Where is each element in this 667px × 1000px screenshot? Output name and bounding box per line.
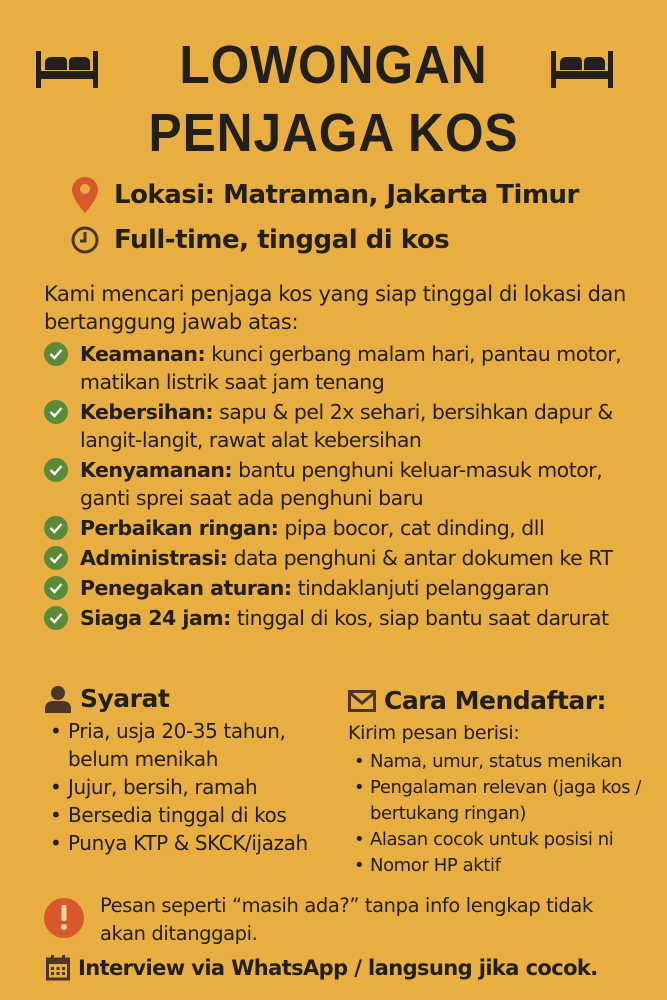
apply-item: • Pengalaman relevan (jaga kos / bertukang ringan) bbox=[348, 775, 663, 827]
envelope-icon bbox=[348, 690, 376, 712]
schedule-text: Full-time, tinggal di kos bbox=[114, 225, 450, 255]
duty-text: tindaklanjuti pelanggaran bbox=[291, 576, 549, 600]
schedule-row bbox=[70, 223, 449, 257]
requirement-item: • Pria, usja 20-35 tahun, belum menikah bbox=[44, 717, 344, 773]
person-icon bbox=[44, 685, 72, 713]
duty-item bbox=[44, 544, 644, 572]
duty-label: Penegakan aturan: bbox=[80, 576, 292, 600]
intro-text: Kami mencari penjaga kos yang siap tinggal di lokasi dan bertanggung jawab atas: bbox=[44, 282, 626, 334]
duty-label: Perbaikan ringan: bbox=[80, 516, 279, 540]
apply-item: • Alasan cocok untuk posisi ni bbox=[348, 827, 663, 853]
exclamation-icon bbox=[44, 898, 84, 938]
requirement-item: • Jujur, bersih, ramah bbox=[44, 773, 344, 801]
check-icon bbox=[44, 458, 68, 482]
duty-text: bantu penghuni keluar-masuk motor, ganti sprei saat ada penghuni baru bbox=[80, 458, 603, 510]
duty-text: data penghuni & antar dokumen ke RT bbox=[227, 546, 613, 570]
apply-item: • Nomor HP aktif bbox=[348, 853, 663, 879]
duty-label: Kebersihan: bbox=[80, 400, 214, 424]
duty-item bbox=[44, 574, 644, 602]
duty-item bbox=[44, 456, 644, 512]
check-icon bbox=[44, 342, 68, 366]
duty-text: sapu & pel 2x sehari, bersihkan dapur & langit-langit, rawat alat kebersihan bbox=[80, 400, 613, 452]
duty-item bbox=[44, 514, 644, 542]
warning-text: Pesan seperti “masih ada?” tanpa info lengkap tidak akan ditanggapi. bbox=[100, 894, 593, 945]
requirement-item: • Punya KTP & SKCK/ijazah bbox=[44, 829, 344, 857]
duty-label: Administrasi: bbox=[80, 546, 228, 570]
duty-text: kunci gerbang malam hari, pantau motor, matikan listrik saat jam tenang bbox=[80, 342, 622, 394]
apply-list bbox=[348, 749, 663, 879]
interview-text: Interview via WhatsApp / langsung jika cocok. bbox=[78, 956, 598, 980]
title-line-1: LOWONGAN bbox=[179, 35, 488, 95]
duty-label: Kenyamanan: bbox=[80, 458, 233, 482]
calendar-icon bbox=[46, 955, 70, 981]
duty-text: tinggal di kos, siap bantu saat darurat bbox=[230, 606, 609, 630]
location-pin-icon bbox=[70, 178, 100, 212]
requirement-item: • Bersedia tinggal di kos bbox=[44, 801, 344, 829]
duty-label: Siaga 24 jam: bbox=[80, 606, 231, 630]
duty-text: pipa bocor, cat dinding, dll bbox=[278, 516, 545, 540]
clock-icon bbox=[70, 223, 100, 257]
requirements-title: Syarat bbox=[80, 684, 170, 713]
location-row bbox=[70, 178, 579, 212]
apply-item: • Nama, umur, status menikan bbox=[348, 749, 663, 775]
check-icon bbox=[44, 576, 68, 600]
duty-item bbox=[44, 340, 644, 396]
interview-note bbox=[46, 955, 598, 981]
duty-item bbox=[44, 604, 644, 632]
duties-list bbox=[44, 340, 644, 634]
apply-subtitle: Kirim pesan berisi: bbox=[348, 722, 520, 744]
apply-section bbox=[348, 686, 663, 879]
requirements-list bbox=[44, 717, 344, 857]
check-icon bbox=[44, 516, 68, 540]
check-icon bbox=[44, 606, 68, 630]
requirements-section bbox=[44, 684, 344, 857]
title-line-2: PENJAGA KOS bbox=[148, 103, 519, 163]
location-text: Lokasi: Matraman, Jakarta Timur bbox=[114, 180, 579, 210]
warning-note bbox=[44, 892, 620, 948]
duty-item bbox=[44, 398, 644, 454]
duty-label: Keamanan: bbox=[80, 342, 206, 366]
check-icon bbox=[44, 546, 68, 570]
check-icon bbox=[44, 400, 68, 424]
apply-title: Cara Mendaftar: bbox=[384, 686, 607, 715]
